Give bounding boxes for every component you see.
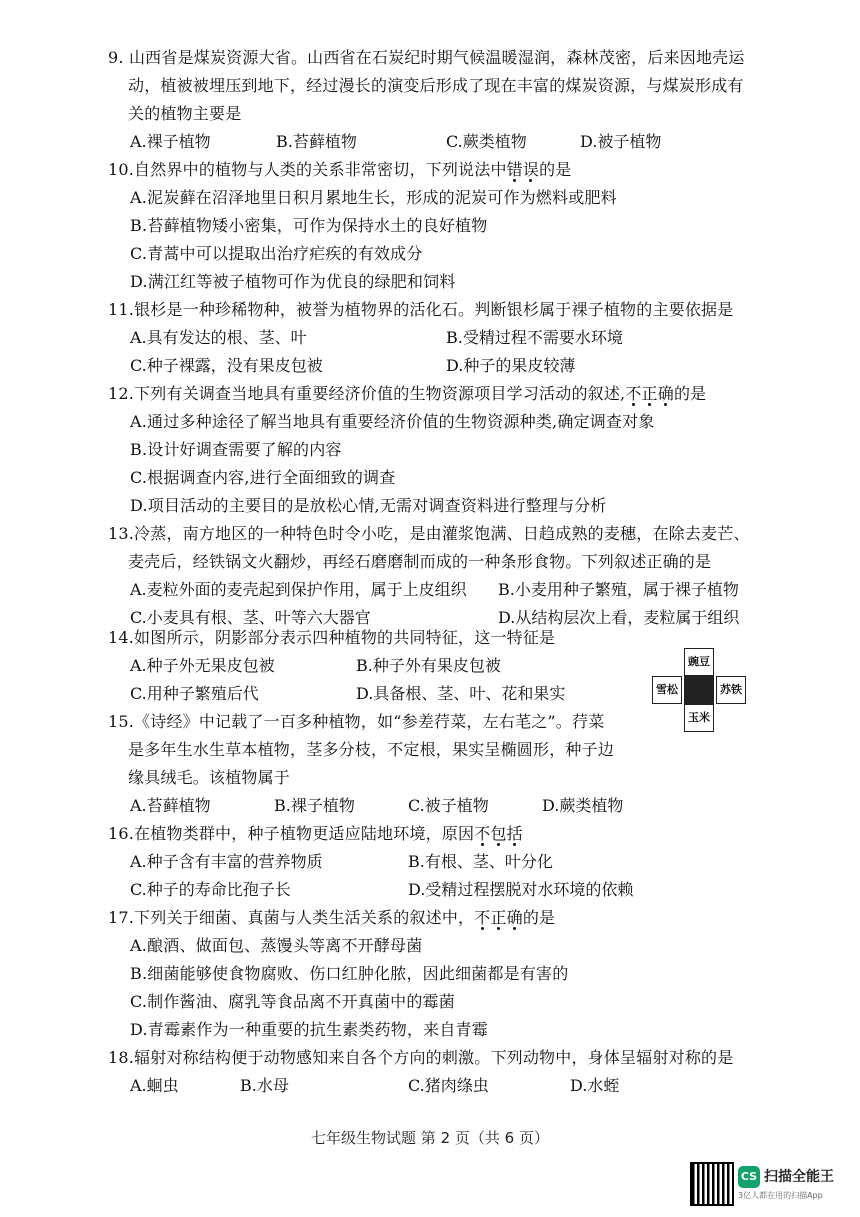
question-13 bbox=[108, 520, 788, 632]
question-18 bbox=[108, 1044, 788, 1100]
option-a: A.苔藓植物 bbox=[130, 796, 211, 815]
emphasis-char: 正 bbox=[490, 908, 507, 927]
question-18-options bbox=[108, 1072, 788, 1100]
option-d: D.蕨类植物 bbox=[542, 796, 624, 815]
camscanner-logo: CS bbox=[738, 1166, 760, 1188]
option-a: A.泥炭藓在沼泽地里日积月累地生长，形成的泥炭可作为燃料或肥料 bbox=[130, 188, 617, 207]
option-c: C.用种子繁殖后代 bbox=[130, 684, 259, 703]
cell-right-label: 苏铁 bbox=[716, 676, 746, 704]
option-d: D.种子的果皮较薄 bbox=[446, 356, 576, 375]
option-c: C.根据调查内容,进行全面细致的调查 bbox=[130, 468, 396, 487]
question-17-stem bbox=[108, 904, 788, 932]
question-18-stem: 18.辐射对称结构便于动物感知来自各个方向的刺激。下列动物中，身体呈辐射对称的是 bbox=[108, 1048, 734, 1067]
question-9 bbox=[108, 44, 788, 156]
question-16-stem bbox=[108, 820, 788, 848]
emphasized-text bbox=[474, 824, 523, 843]
option-d: D.从结构层次上看，麦粒属于组织 bbox=[498, 608, 740, 627]
option-d: D.青霉素作为一种重要的抗生素类药物，来自青霉 bbox=[130, 1020, 488, 1039]
emphasized-text bbox=[474, 908, 523, 927]
question-9-stem bbox=[108, 44, 788, 128]
question-12-stem bbox=[108, 380, 788, 408]
question-9-stem-line: 9. 山西省是煤炭资源大省。山西省在石炭纪时期气候温暖湿润，森林茂密，后来因地壳运 bbox=[108, 48, 745, 67]
question-16-options bbox=[108, 876, 788, 904]
option-c: C.种子裸露，没有果皮包被 bbox=[130, 356, 323, 375]
emphasis-char: 不 bbox=[625, 384, 642, 403]
stem-text: 17.下列关于细菌、真菌与人类生活关系的叙述中， bbox=[108, 908, 475, 927]
emphasized-text bbox=[507, 160, 539, 179]
stem-text: 12.下列有关调查当地具有重要经济价值的生物资源项目学习活动的叙述, bbox=[108, 384, 626, 403]
question-16-options bbox=[108, 848, 788, 876]
option-a: A.麦粒外面的麦壳起到保护作用，属于上皮组织 bbox=[130, 580, 467, 599]
question-11 bbox=[108, 296, 788, 380]
question-13-stem-line: 麦壳后，经铁锅文火翻炒，再经石磨磨制而成的一种条形食物。下列叙述正确的是 bbox=[128, 552, 712, 571]
stem-text: 16.在植物类群中，种子植物更适应陆地环境，原因 bbox=[108, 824, 475, 843]
option-a: A.裸子植物 bbox=[130, 132, 211, 151]
question-9-options bbox=[108, 128, 788, 156]
option-a: A.种子外无果皮包被 bbox=[130, 656, 275, 675]
option-b: B.苔藓植物矮小密集，可作为保持水土的良好植物 bbox=[130, 216, 488, 235]
emphasis-char: 误 bbox=[522, 160, 540, 179]
shaded-center-cell bbox=[684, 676, 714, 704]
option-d: D.水蛭 bbox=[570, 1076, 620, 1095]
question-10 bbox=[108, 156, 788, 296]
question-13-stem-line: 13.冷蒸，南方地区的一种特色时令小吃，是由灌浆饱满、日趋成熟的麦穗，在除去麦芒、 bbox=[108, 524, 750, 543]
watermark-tagline: 3亿人都在用的扫描App bbox=[738, 1191, 823, 1200]
option-c: C.种子的寿命比孢子长 bbox=[130, 880, 291, 899]
watermark-app-name: 扫描全能王 bbox=[764, 1169, 834, 1185]
question-9-stem-line: 关的植物主要是 bbox=[128, 104, 242, 123]
stem-text: 的是 bbox=[522, 908, 556, 927]
emphasis-char: 确 bbox=[506, 908, 523, 927]
option-d: D.被子植物 bbox=[580, 132, 662, 151]
stem-text: 的是 bbox=[539, 160, 572, 179]
option-d: D.项目活动的主要目的是放松心情,无需对调查资料进行整理与分析 bbox=[130, 496, 607, 515]
option-b: B.受精过程不需要水环境 bbox=[446, 328, 623, 347]
question-15-stem bbox=[108, 708, 788, 792]
option-b: B.苔藓植物 bbox=[276, 132, 357, 151]
stem-text: 的是 bbox=[673, 384, 707, 403]
emphasis-char: 错 bbox=[506, 160, 523, 179]
emphasis-char: 包 bbox=[490, 824, 507, 843]
option-b: B.种子外有果皮包被 bbox=[356, 656, 501, 675]
option-a: A.通过多种途径了解当地具有重要经济价值的生物资源种类,确定调查对象 bbox=[130, 412, 655, 431]
emphasized-text bbox=[625, 384, 674, 403]
page-footer: 七年级生物试题 第 2 页（共 6 页） bbox=[311, 1129, 549, 1147]
scanner-watermark bbox=[690, 1162, 840, 1210]
question-15 bbox=[108, 708, 788, 820]
option-c: C.青蒿中可以提取出治疗疟疾的有效成分 bbox=[130, 244, 423, 263]
option-b: B.细菌能够使食物腐败、伤口红肿化脓，因此细菌都是有害的 bbox=[130, 964, 569, 983]
question-15-options bbox=[108, 792, 788, 820]
question-14-stem: 14.如图所示，阴影部分表示四种植物的共同特征，这一特征是 bbox=[108, 628, 556, 647]
question-13-options bbox=[108, 576, 788, 604]
question-11-options bbox=[108, 324, 788, 352]
question-11-stem: 11.银杉是一种珍稀物种，被誉为植物界的活化石。判断银杉属于裸子植物的主要依据是 bbox=[108, 300, 734, 319]
question-17 bbox=[108, 904, 788, 1044]
option-b: B.小麦用种子繁殖，属于裸子植物 bbox=[498, 580, 739, 599]
option-c: C.被子植物 bbox=[408, 796, 489, 815]
option-d: D.受精过程摆脱对水环境的依赖 bbox=[408, 880, 634, 899]
cell-bottom-label: 玉米 bbox=[684, 704, 714, 732]
question-16 bbox=[108, 820, 788, 904]
option-b: B.设计好调查需要了解的内容 bbox=[130, 440, 342, 459]
question-15-stem-line: 是多年生水生草本植物，茎多分枝，不定根，果实呈椭圆形，种子边 bbox=[128, 740, 615, 759]
option-a: A.种子含有丰富的营养物质 bbox=[130, 852, 323, 871]
option-c: C.蕨类植物 bbox=[446, 132, 527, 151]
qr-code-icon bbox=[690, 1162, 734, 1206]
question-12 bbox=[108, 380, 788, 520]
option-a: A.酿酒、做面包、蒸馒头等离不开酵母菌 bbox=[130, 936, 423, 955]
emphasis-char: 正 bbox=[641, 384, 658, 403]
option-b: B.水母 bbox=[240, 1076, 289, 1095]
stem-text: 10.自然界中的植物与人类的关系非常密切，下列说法中 bbox=[108, 160, 507, 179]
emphasis-char: 不 bbox=[474, 824, 491, 843]
option-b: B.裸子植物 bbox=[274, 796, 355, 815]
question-9-stem-line: 动，植被被埋压到地下，经过漫长的演变后形成了现在丰富的煤炭资源，与煤炭形成有 bbox=[128, 76, 744, 95]
cell-left-label: 雪松 bbox=[652, 676, 682, 704]
option-a: A.具有发达的根、茎、叶 bbox=[130, 328, 307, 347]
option-b: B.有根、茎、叶分化 bbox=[408, 852, 553, 871]
question-15-stem-line: 缘具绒毛。该植物属于 bbox=[128, 768, 291, 787]
question-13-stem bbox=[108, 520, 788, 576]
emphasis-char: 括 bbox=[506, 824, 523, 843]
question-11-options bbox=[108, 352, 788, 380]
option-c: C.小麦具有根、茎、叶等六大器官 bbox=[130, 608, 371, 627]
option-a: A.蛔虫 bbox=[130, 1076, 179, 1095]
emphasis-char: 不 bbox=[474, 908, 491, 927]
option-c: C.猪肉绦虫 bbox=[408, 1076, 489, 1095]
question-15-stem-line: 15.《诗经》中记载了一百多种植物，如“参差荇菜，左右芼之”。荇菜 bbox=[108, 712, 605, 731]
cell-top-label: 豌豆 bbox=[684, 648, 714, 676]
option-c: C.制作酱油、腐乳等食品离不开真菌中的霉菌 bbox=[130, 992, 455, 1011]
question-10-stem bbox=[108, 156, 788, 184]
emphasis-char: 确 bbox=[657, 384, 674, 403]
option-d: D.满江红等被子植物可作为优良的绿肥和饲料 bbox=[130, 272, 456, 291]
option-d: D.具备根、茎、叶、花和果实 bbox=[356, 684, 566, 703]
